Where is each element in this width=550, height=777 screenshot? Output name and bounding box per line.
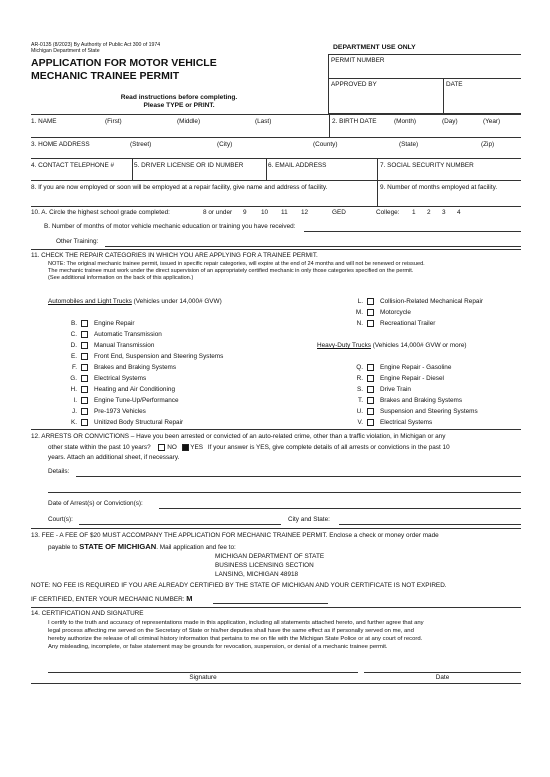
signature-date-label: Date [435, 674, 450, 681]
grade-8-under[interactable]: 8 or under [203, 209, 233, 216]
category-m-checkbox[interactable] [367, 309, 374, 316]
city-hint: (City) [217, 141, 233, 148]
category-c-checkbox[interactable] [81, 331, 88, 338]
birth-month-hint: (Month) [394, 118, 417, 125]
last-name-hint: (Last) [255, 118, 272, 125]
category-n[interactable]: N. Recreational Trailer [356, 320, 436, 328]
form-title-line2: MECHANIC TRAINEE PERMIT [31, 70, 180, 82]
college-year-1[interactable]: 1 [412, 209, 416, 216]
category-i[interactable]: I. Engine Tune-Up/Performance [73, 397, 179, 405]
category-v-checkbox[interactable] [367, 419, 374, 426]
other-training-label: Other Training: [56, 238, 99, 245]
category-k-checkbox[interactable] [81, 419, 88, 426]
signature-line[interactable] [48, 672, 358, 673]
ssn-field[interactable] [377, 158, 521, 180]
college-year-2[interactable]: 2 [427, 209, 431, 216]
category-g-checkbox[interactable] [81, 375, 88, 382]
approved-by-label: APPROVED BY [331, 81, 377, 88]
category-f[interactable]: F. Brakes and Braking Systems [72, 364, 177, 372]
arrests-question: 12. ARRESTS OR CONVICTIONS – Have you been arrested or convicted of an auto-related crime, other than a traffic violation, in Michigan or any [31, 433, 446, 440]
category-v[interactable]: V. Electrical Systems [357, 419, 433, 427]
home-address-label: 3. HOME ADDRESS [31, 141, 90, 148]
employer-field[interactable] [31, 180, 377, 206]
category-k[interactable]: K. Unitized Body Structural Repair [70, 419, 184, 427]
months-employed-label: 9. Number of months employed at facility. [380, 184, 498, 191]
birth-date-label: 2. BIRTH DATE [332, 118, 377, 125]
category-l[interactable]: L. Collision-Related Mechanical Repair [357, 298, 484, 306]
arrests-yes-checkbox[interactable] [182, 444, 189, 451]
arrest-date-label: Date of Arrest(s) or Conviction(s): [48, 500, 143, 507]
college-year-4[interactable]: 4 [457, 209, 461, 216]
arrests-answer-row: other state within the past 10 years? NO YES If your answer is YES, give complete details of all arrests or convictions in the past 10 [48, 444, 450, 452]
category-j-checkbox[interactable] [81, 408, 88, 415]
employer-label: 8. If you are now employed or soon will be employed at a repair facility, give name and address of facility. [31, 184, 328, 191]
category-j[interactable]: J. Pre-1973 Vehicles [72, 408, 146, 416]
phone-label: 4. CONTACT TELEPHONE # [31, 162, 115, 169]
categories-note2: The mechanic trainee must work under the direct supervision of an appropriately certified mechanic in only those categories specified on the permit. [48, 268, 414, 274]
phone-field[interactable] [31, 158, 132, 180]
ssn-label: 7. SOCIAL SECURITY NUMBER [380, 162, 474, 169]
category-t[interactable]: T. Brakes and Braking Systems [358, 397, 463, 405]
category-n-checkbox[interactable] [367, 320, 374, 327]
education-label: 10. A. Circle the highest school grade completed: [31, 209, 170, 216]
arrests-line3: years. Attach an additional sheet, if necessary. [48, 454, 180, 461]
city-state-line[interactable] [339, 524, 521, 525]
fee-line1: 13. FEE - A FEE OF $20 MUST ACCOMPANY THE APPLICATION FOR MECHANIC TRAINEE PERMIT. Enclose a check or money order made [31, 532, 439, 539]
certification-heading: 14. CERTIFICATION AND SIGNATURE [31, 610, 144, 617]
name-field[interactable] [31, 114, 329, 137]
category-h[interactable]: H. Heating and Air Conditioning [70, 386, 176, 394]
mechanic-number-label: IF CERTIFIED, ENTER YOUR MECHANIC NUMBER: M [31, 594, 193, 603]
form-id: AR-0135 (8/2023) By Authority of Public Act 300 of 1974 [31, 42, 161, 48]
birth-year-hint: (Year) [483, 118, 501, 125]
grade-11[interactable]: 11 [281, 209, 288, 216]
street-hint: (Street) [130, 141, 152, 148]
license-field[interactable] [132, 158, 266, 180]
court-line[interactable] [79, 524, 281, 525]
license-label: 5. DRIVER LICENSE OR ID NUMBER [134, 162, 244, 169]
categories-note3: (See additional information on the back of this application.) [48, 275, 194, 281]
arrests-no-checkbox[interactable] [158, 444, 165, 451]
instructions-line1: Read instructions before completing. [120, 94, 238, 101]
middle-name-hint: (Middle) [177, 118, 201, 125]
college-label: College: [376, 209, 400, 216]
categories-heading: 11. CHECK THE REPAIR CATEGORIES IN WHICH YOU ARE APPLYING FOR A TRAINEE PERMIT. [31, 252, 318, 259]
category-l-checkbox[interactable] [367, 298, 374, 305]
category-e[interactable]: E. Front End, Suspension and Steering Systems [70, 353, 224, 361]
months-employed-field[interactable] [377, 180, 521, 206]
state-hint: (State) [399, 141, 419, 148]
details-line-2[interactable] [48, 492, 521, 493]
category-s-checkbox[interactable] [367, 386, 374, 393]
instructions-line2: Please TYPE or PRINT. [143, 102, 215, 109]
category-s[interactable]: S. Drive Train [356, 386, 411, 394]
details-label: Details: [48, 468, 70, 475]
category-r-checkbox[interactable] [367, 375, 374, 382]
fee-payable-row: payable to STATE OF MICHIGAN. Mail application and fee to: [48, 542, 236, 551]
permit-number-label: PERMIT NUMBER [331, 57, 385, 64]
categories-note1: NOTE: The original mechanic trainee permit, issued in specific repair categories, will expire at the end of 24 months and will not be renewed or reissued. [48, 261, 425, 267]
arrests-yes-label: YES [190, 444, 204, 452]
category-r[interactable]: R. Engine Repair - Diesel [356, 375, 444, 383]
category-f-checkbox[interactable] [81, 364, 88, 371]
arrest-date-line[interactable] [159, 508, 521, 509]
name-label: 1. NAME [31, 118, 57, 125]
category-g[interactable]: G. Electrical Systems [70, 375, 147, 383]
mail-address-line1: MICHIGAN DEPARTMENT OF STATE [215, 553, 325, 560]
certification-text1: I certify to the truth and accuracy of representations made in this application, including all statements attached hereto, and further agree that any [48, 620, 424, 626]
mechanic-number-line[interactable] [213, 603, 328, 604]
fee-note: NOTE: NO FEE IS REQUIRED IF YOU ARE ALREADY CERTIFIED BY THE STATE OF MICHIGAN AND YOUR CERTIFICATE IS NOT EXPIRED. [31, 582, 447, 589]
college-year-3[interactable]: 3 [442, 209, 446, 216]
grade-9[interactable]: 9 [243, 209, 247, 216]
category-h-checkbox[interactable] [81, 386, 88, 393]
category-q[interactable]: Q. Engine Repair - Gasoline [356, 364, 452, 372]
details-line-1[interactable] [76, 476, 521, 477]
form-title-line1: APPLICATION FOR MOTOR VEHICLE [31, 57, 217, 69]
birth-date-field[interactable] [329, 114, 521, 137]
birth-day-hint: (Day) [442, 118, 458, 125]
email-field[interactable] [266, 158, 377, 180]
category-b[interactable]: B. Engine Repair [70, 320, 135, 328]
dept-use-heading: DEPARTMENT USE ONLY [333, 44, 416, 51]
category-e-checkbox[interactable] [81, 353, 88, 360]
grade-10[interactable]: 10 [261, 209, 269, 216]
mail-address-line2: BUSINESS LICENSING SECTION [215, 562, 314, 569]
dept-date-label: DATE [446, 81, 463, 88]
grade-12[interactable]: 12 [301, 209, 309, 216]
training-months-line[interactable] [304, 231, 521, 232]
signature-date-line[interactable] [364, 672, 521, 673]
certification-text2: legal process affecting me served on the Secretary of State or his/her deputies shall have the same effect as if personally served on me, and [48, 628, 414, 634]
first-name-hint: (First) [105, 118, 122, 125]
training-months-label: B. Number of months of motor vehicle mechanic education or training you have received: [44, 223, 296, 230]
department-name: Michigan Department of State [31, 48, 100, 54]
other-training-line[interactable] [105, 246, 521, 247]
category-q-checkbox[interactable] [367, 364, 374, 371]
certification-text3: hereby authorize the release of all criminal history information that pertains to me on file with the Michigan State Police or at any court of record. [48, 636, 423, 642]
category-d-checkbox[interactable] [81, 342, 88, 349]
arrests-no-label: NO [167, 444, 177, 452]
category-u[interactable]: U. Suspension and Steering Systems [356, 408, 478, 416]
auto-heading: Automobiles and Light Trucks (Vehicles under 14,000# GVW) [48, 298, 222, 305]
email-label: 6. EMAIL ADDRESS [268, 162, 327, 169]
category-u-checkbox[interactable] [367, 408, 374, 415]
category-t-checkbox[interactable] [367, 397, 374, 404]
mail-address-line3: LANSING, MICHIGAN 48918 [215, 571, 299, 578]
category-b-checkbox[interactable] [81, 320, 88, 327]
court-label: Court(s): [48, 516, 73, 523]
grade-ged[interactable]: GED [332, 209, 346, 216]
category-m[interactable]: M. Motorcycle [355, 309, 411, 317]
county-hint: (County) [313, 141, 338, 148]
category-d[interactable]: D. Manual Transmission [70, 342, 155, 350]
category-i-checkbox[interactable] [81, 397, 88, 404]
certification-text4: Any misleading, incomplete, or false statement may be grounds for revocation, suspension, or denial of a mechanic trainee permit. [48, 644, 388, 650]
category-c[interactable]: C. Automatic Transmission [70, 331, 162, 339]
signature-label: Signature [189, 674, 217, 681]
zip-hint: (Zip) [481, 141, 495, 148]
home-address-field[interactable] [31, 137, 521, 158]
city-state-label: City and State: [288, 516, 330, 523]
heavy-heading: Heavy-Duty Trucks (Vehicles 14,000# GVW or more) [317, 342, 467, 349]
